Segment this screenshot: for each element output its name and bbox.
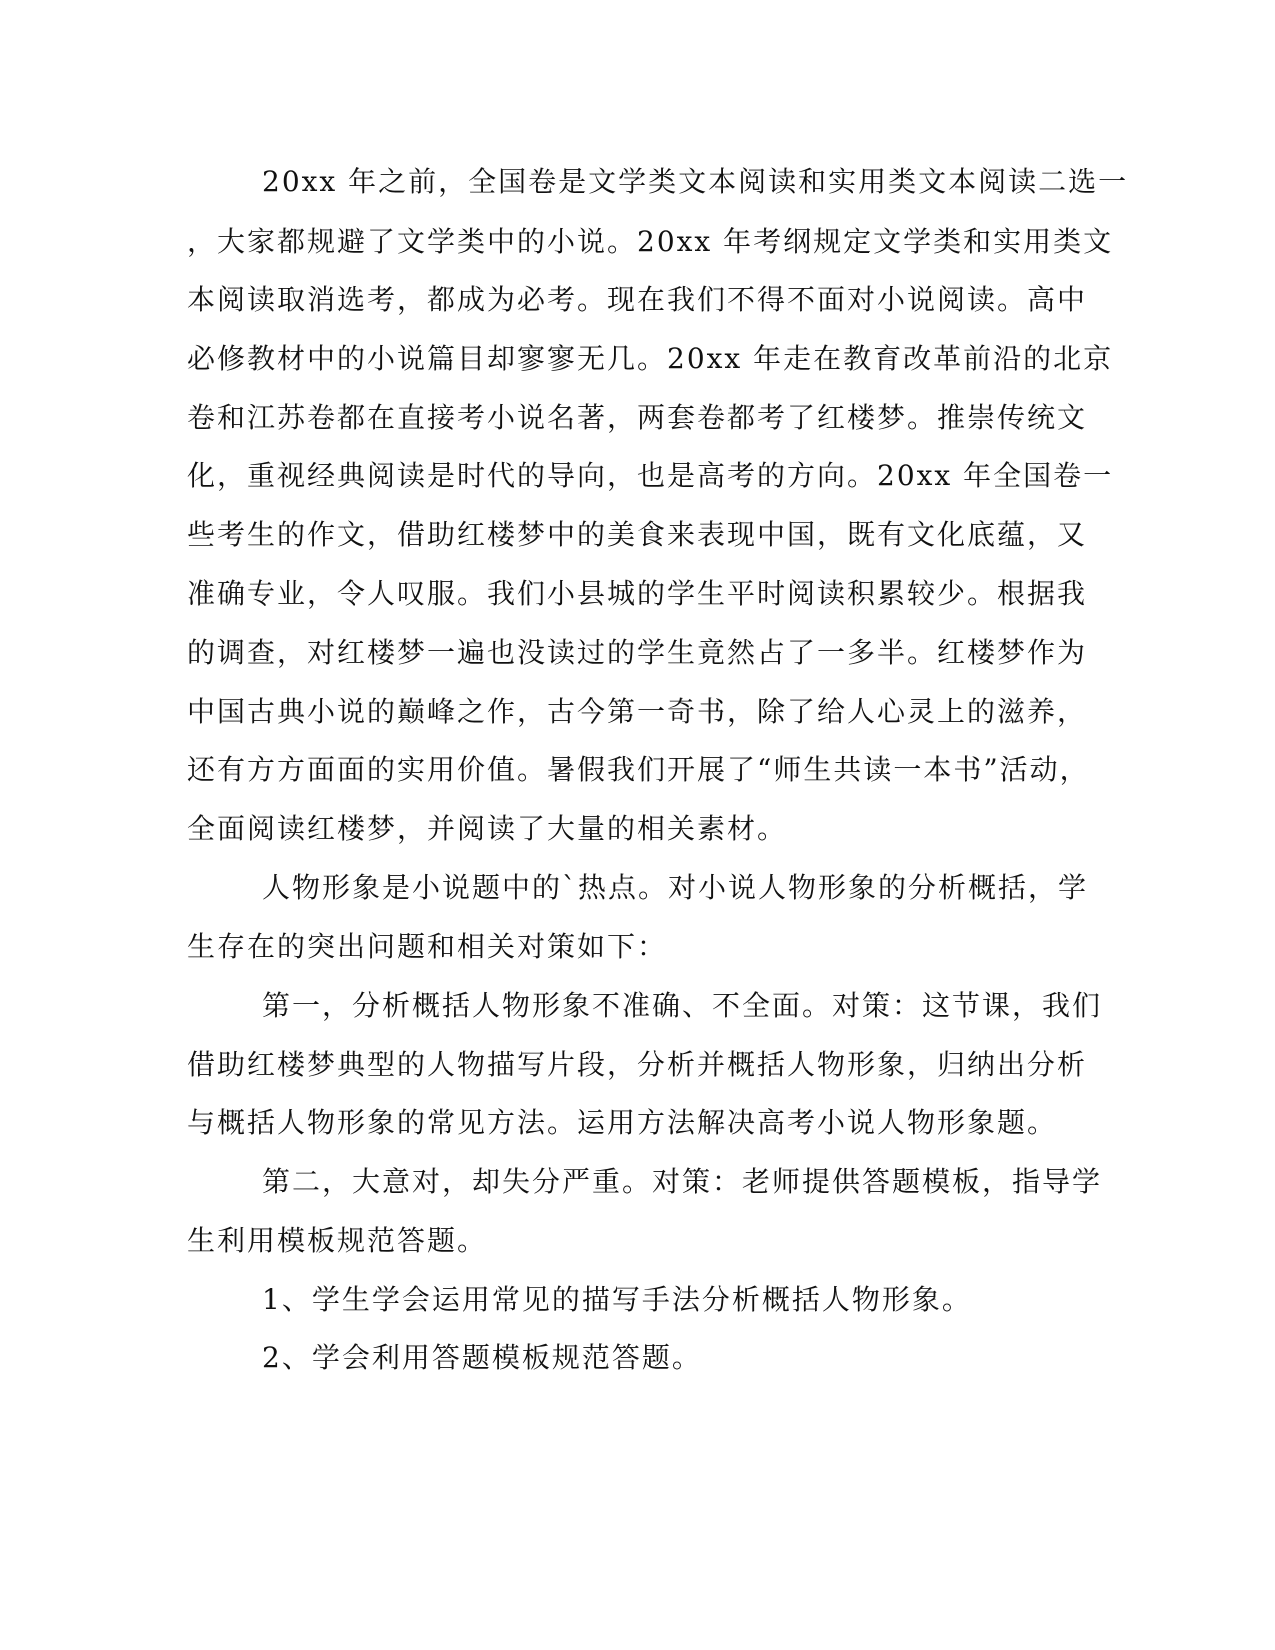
text-line: 全面阅读红楼梦，并阅读了大量的相关素材。 (187, 812, 788, 845)
text-line: 化，重视经典阅读是时代的导向，也是高考的方向。20xx 年全国卷一 (187, 459, 1114, 492)
text-line: 第二，大意对，却失分严重。对策：老师提供答题模板，指导学 (262, 1165, 1103, 1198)
list-item: 1、学生学会运用常见的描写手法分析概括人物形象。 (262, 1283, 972, 1316)
text-line: 些考生的作文，借助红楼梦中的美食来表现中国，既有文化底蕴，又 (187, 518, 1088, 551)
text-line: 的调查，对红楼梦一遍也没读过的学生竟然占了一多半。红楼梦作为 (187, 636, 1088, 669)
text-line: 生利用模板规范答题。 (187, 1224, 488, 1257)
text-line: 与概括人物形象的常见方法。运用方法解决高考小说人物形象题。 (187, 1106, 1058, 1139)
text-line: 20xx 年之前，全国卷是文学类文本阅读和实用类文本阅读二选一 (262, 165, 1129, 198)
text-line: 卷和江苏卷都在直接考小说名著，两套卷都考了红楼梦。推崇传统文 (187, 401, 1088, 434)
text-line: 借助红楼梦典型的人物描写片段，分析并概括人物形象，归纳出分析 (187, 1048, 1088, 1081)
text-line: 本阅读取消选考，都成为必考。现在我们不得不面对小说阅读。高中 (187, 283, 1088, 316)
text-line: 必修教材中的小说篇目却寥寥无几。20xx 年走在教育改革前沿的北京 (187, 342, 1114, 375)
text-line: 第一，分析概括人物形象不准确、不全面。对策：这节课，我们 (262, 989, 1103, 1022)
text-line: 生存在的突出问题和相关对策如下： (187, 930, 668, 963)
text-line: ，大家都规避了文学类中的小说。20xx 年考纲规定文学类和实用类文 (187, 225, 1114, 258)
text-line: 准确专业，令人叹服。我们小县城的学生平时阅读积累较少。根据我 (187, 577, 1088, 610)
text-line: 人物形象是小说题中的`热点。对小说人物形象的分析概括，学 (262, 871, 1089, 904)
text-line: 还有方方面面的实用价值。暑假我们开展了“师生共读一本书”活动， (187, 753, 1090, 786)
list-item: 2、学会利用答题模板规范答题。 (262, 1341, 702, 1374)
text-line: 中国古典小说的巅峰之作，古今第一奇书，除了给人心灵上的滋养， (187, 695, 1088, 728)
